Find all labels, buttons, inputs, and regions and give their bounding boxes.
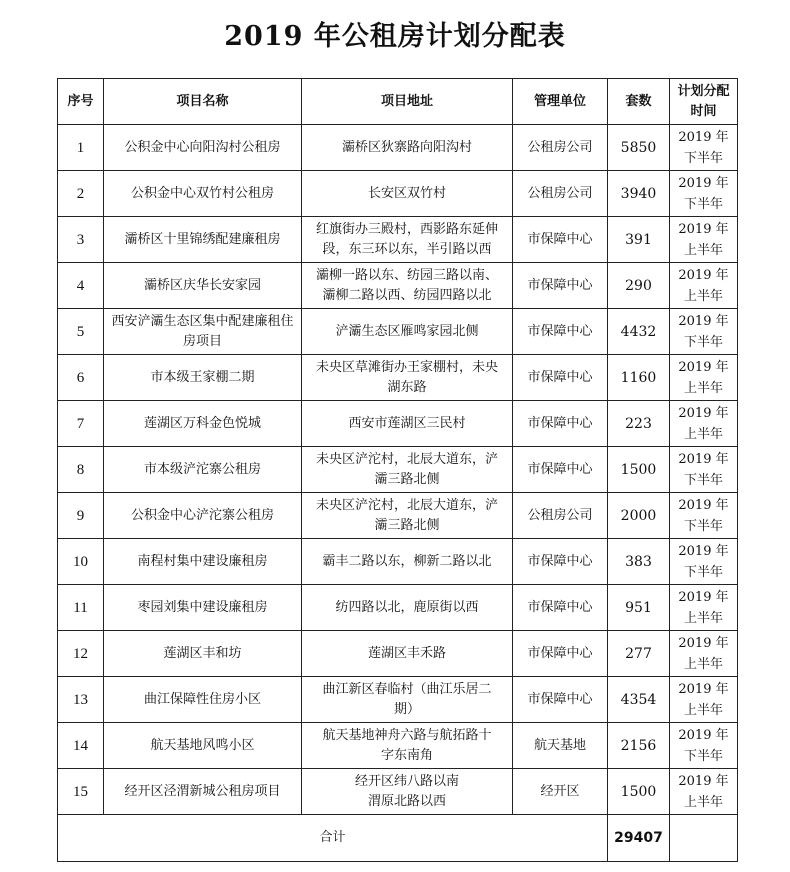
row-plan-time <box>670 263 738 309</box>
total-empty-cell <box>670 815 738 862</box>
row-plan-year: 2019 年 <box>678 635 729 651</box>
row-project-name: 莲湖区万科金色悦城 <box>104 401 302 447</box>
row-plan-year: 2019 年 <box>678 773 729 789</box>
row-project-name: 南程村集中建设廉租房 <box>104 539 302 585</box>
header-address: 项目地址 <box>302 79 513 125</box>
row-plan-time <box>670 125 738 171</box>
row-plan-year: 2019 年 <box>678 405 729 421</box>
row-project-name: 西安浐灞生态区集中配建廉租住房项目 <box>104 309 302 355</box>
row-address-line1: 莲湖区丰禾路 <box>367 645 446 661</box>
row-units: 951 <box>608 585 670 631</box>
row-manager: 市保障中心 <box>513 355 608 401</box>
row-plan-half: 下半年 <box>683 150 723 166</box>
row-address <box>302 677 513 723</box>
row-plan-time <box>670 171 738 217</box>
row-address <box>302 217 513 263</box>
row-address-line1: 灞桥区狄寨路向阳沟村 <box>341 139 472 155</box>
row-address-line2: 灞三路北侧 <box>374 517 440 533</box>
row-address-line2: 字东南角 <box>380 747 433 763</box>
row-plan-time <box>670 723 738 769</box>
row-seq: 11 <box>58 585 104 631</box>
row-address <box>302 539 513 585</box>
row-plan-year: 2019 年 <box>678 451 729 467</box>
row-address-line2: 期） <box>393 701 420 717</box>
row-project-name: 枣园刘集中建设廉租房 <box>104 585 302 631</box>
row-seq: 8 <box>58 447 104 493</box>
row-plan-year: 2019 年 <box>678 727 729 743</box>
row-plan-time <box>670 401 738 447</box>
header-units: 套数 <box>608 79 670 125</box>
table-row <box>58 585 738 631</box>
row-address-line1: 霸丰二路以东，柳新二路以北 <box>322 553 492 569</box>
table-row <box>58 171 738 217</box>
row-project-name: 市本级王家棚二期 <box>104 355 302 401</box>
row-units: 223 <box>608 401 670 447</box>
row-plan-year: 2019 年 <box>678 681 729 697</box>
row-plan-time <box>670 355 738 401</box>
table-row <box>58 493 738 539</box>
row-plan-year: 2019 年 <box>678 221 729 237</box>
row-project-name: 公积金中心向阳沟村公租房 <box>104 125 302 171</box>
row-address-line1: 红旗街办三殿村，西影路东延伸 <box>315 221 498 237</box>
row-address-line1: 航天基地神舟六路与航拓路十 <box>322 727 492 743</box>
table-row <box>58 217 738 263</box>
row-address-line2: 灞三路北侧 <box>374 471 440 487</box>
row-project-name: 公积金中心双竹村公租房 <box>104 171 302 217</box>
row-plan-half: 下半年 <box>683 472 723 488</box>
row-address-line1: 长安区双竹村 <box>367 185 446 201</box>
row-address <box>302 723 513 769</box>
header-plan-time-line2: 时间 <box>690 103 717 119</box>
row-address <box>302 401 513 447</box>
row-address-line1: 西安市莲湖区三民村 <box>348 415 466 431</box>
row-plan-time <box>670 585 738 631</box>
table-row <box>58 631 738 677</box>
row-address-line1: 未央区草滩街办王家棚村，未央 <box>315 359 498 375</box>
row-plan-half: 下半年 <box>683 748 723 764</box>
row-seq: 5 <box>58 309 104 355</box>
row-units: 4432 <box>608 309 670 355</box>
table-row <box>58 125 738 171</box>
row-plan-half: 上半年 <box>683 288 723 304</box>
row-address-line1: 未央区浐沱村，北辰大道东，浐 <box>315 497 498 513</box>
row-address <box>302 125 513 171</box>
row-manager: 市保障中心 <box>513 631 608 677</box>
table-row <box>58 769 738 815</box>
row-plan-year: 2019 年 <box>678 129 729 145</box>
row-seq: 12 <box>58 631 104 677</box>
table-row <box>58 447 738 493</box>
row-plan-half: 下半年 <box>683 518 723 534</box>
table-row <box>58 401 738 447</box>
row-project-name: 曲江保障性住房小区 <box>104 677 302 723</box>
row-units: 277 <box>608 631 670 677</box>
table-row <box>58 539 738 585</box>
row-seq: 15 <box>58 769 104 815</box>
table-row <box>58 355 738 401</box>
row-project-name: 莲湖区丰和坊 <box>104 631 302 677</box>
row-address-line1: 曲江新区春临村（曲江乐居二 <box>322 681 492 697</box>
row-plan-half: 上半年 <box>683 380 723 396</box>
row-address <box>302 355 513 401</box>
row-plan-half: 上半年 <box>683 656 723 672</box>
row-manager: 经开区 <box>513 769 608 815</box>
row-plan-time <box>670 769 738 815</box>
row-plan-half: 下半年 <box>683 196 723 212</box>
row-manager: 市保障中心 <box>513 309 608 355</box>
row-seq: 4 <box>58 263 104 309</box>
row-project-name: 灞桥区庆华长安家园 <box>104 263 302 309</box>
row-plan-half: 下半年 <box>683 564 723 580</box>
row-plan-time <box>670 309 738 355</box>
row-manager: 市保障中心 <box>513 539 608 585</box>
total-value: 29407 <box>608 815 670 862</box>
header-name: 项目名称 <box>104 79 302 125</box>
row-plan-half: 上半年 <box>683 610 723 626</box>
row-project-name: 公积金中心浐沱寨公租房 <box>104 493 302 539</box>
row-units: 3940 <box>608 171 670 217</box>
row-address <box>302 631 513 677</box>
row-seq: 3 <box>58 217 104 263</box>
row-plan-year: 2019 年 <box>678 175 729 191</box>
row-plan-half: 上半年 <box>683 242 723 258</box>
row-plan-year: 2019 年 <box>678 497 729 513</box>
row-project-name: 经开区泾渭新城公租房项目 <box>104 769 302 815</box>
row-plan-year: 2019 年 <box>678 589 729 605</box>
row-address-line2: 湖东路 <box>387 379 427 395</box>
allocation-table <box>57 78 738 862</box>
row-plan-half: 下半年 <box>683 334 723 350</box>
row-address <box>302 309 513 355</box>
row-project-name: 市本级浐沱寨公租房 <box>104 447 302 493</box>
row-seq: 6 <box>58 355 104 401</box>
row-manager: 市保障中心 <box>513 585 608 631</box>
row-seq: 14 <box>58 723 104 769</box>
row-units: 391 <box>608 217 670 263</box>
row-plan-year: 2019 年 <box>678 313 729 329</box>
row-address-line1: 纺四路以北，鹿原街以西 <box>335 599 479 615</box>
row-address <box>302 585 513 631</box>
header-plan-time-line1: 计划分配 <box>677 83 730 99</box>
row-address-line2: 渭原北路以西 <box>367 793 446 809</box>
table-row <box>58 677 738 723</box>
header-plan-time <box>670 79 738 125</box>
row-manager: 航天基地 <box>513 723 608 769</box>
row-address-line1: 未央区浐沱村，北辰大道东，浐 <box>315 451 498 467</box>
row-address-line1: 经开区纬八路以南 <box>354 773 459 789</box>
row-seq: 1 <box>58 125 104 171</box>
table-row <box>58 723 738 769</box>
row-plan-time <box>670 217 738 263</box>
row-address-line2: 段，东三环以东，半引路以西 <box>322 241 492 257</box>
row-units: 4354 <box>608 677 670 723</box>
row-plan-time <box>670 539 738 585</box>
row-manager: 市保障中心 <box>513 677 608 723</box>
row-seq: 13 <box>58 677 104 723</box>
row-manager: 市保障中心 <box>513 217 608 263</box>
header-manager: 管理单位 <box>513 79 608 125</box>
row-manager: 市保障中心 <box>513 263 608 309</box>
table-row <box>58 263 738 309</box>
row-plan-half: 上半年 <box>683 702 723 718</box>
total-row <box>58 815 738 862</box>
row-units: 1500 <box>608 447 670 493</box>
row-project-name: 灞桥区十里锦绣配建廉租房 <box>104 217 302 263</box>
row-manager: 公租房公司 <box>513 125 608 171</box>
row-manager: 公租房公司 <box>513 171 608 217</box>
table-row <box>58 309 738 355</box>
row-plan-year: 2019 年 <box>678 267 729 283</box>
header-seq: 序号 <box>58 79 104 125</box>
row-seq: 7 <box>58 401 104 447</box>
row-manager: 市保障中心 <box>513 401 608 447</box>
row-address-line1: 灞柳一路以东、纺园三路以南、 <box>315 267 498 283</box>
row-address <box>302 263 513 309</box>
row-plan-time <box>670 493 738 539</box>
row-address-line2: 灞柳二路以西、纺园四路以北 <box>322 287 492 303</box>
row-plan-year: 2019 年 <box>678 359 729 375</box>
page-title: 2019 年公租房计划分配表 <box>224 21 566 52</box>
row-seq: 10 <box>58 539 104 585</box>
row-units: 2156 <box>608 723 670 769</box>
row-units: 290 <box>608 263 670 309</box>
row-address <box>302 447 513 493</box>
row-plan-time <box>670 631 738 677</box>
row-address <box>302 493 513 539</box>
row-plan-time <box>670 447 738 493</box>
row-units: 2000 <box>608 493 670 539</box>
row-address <box>302 171 513 217</box>
total-label: 合计 <box>58 815 608 862</box>
row-plan-half: 上半年 <box>683 426 723 442</box>
row-seq: 2 <box>58 171 104 217</box>
row-address-line1: 浐灞生态区雁鸣家园北侧 <box>335 323 479 339</box>
row-units: 5850 <box>608 125 670 171</box>
row-units: 1160 <box>608 355 670 401</box>
row-seq: 9 <box>58 493 104 539</box>
row-plan-time <box>670 677 738 723</box>
row-plan-half: 上半年 <box>683 794 723 810</box>
row-units: 1500 <box>608 769 670 815</box>
row-address <box>302 769 513 815</box>
row-manager: 公租房公司 <box>513 493 608 539</box>
row-plan-year: 2019 年 <box>678 543 729 559</box>
header-row <box>58 79 738 125</box>
row-manager: 市保障中心 <box>513 447 608 493</box>
row-units: 383 <box>608 539 670 585</box>
row-project-name: 航天基地风鸣小区 <box>104 723 302 769</box>
